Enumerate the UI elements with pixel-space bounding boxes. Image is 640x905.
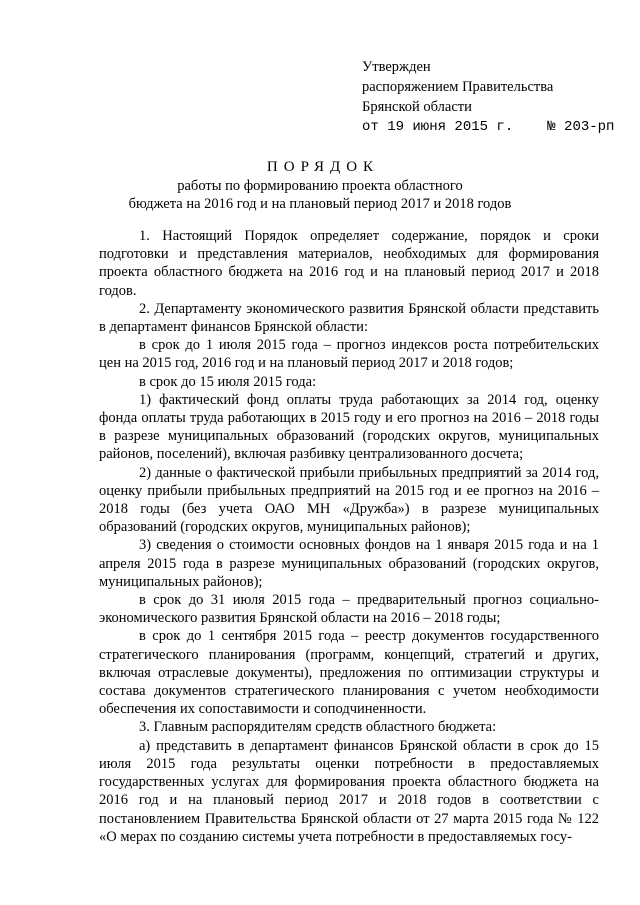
title-block (0, 157, 640, 213)
approved-label: Утвержден (362, 59, 431, 75)
paragraph: а) представить в департамент финансов Брянской области в срок до 15 июля 2015 года результаты оценки потребности в предоставляемых государственных услугах для формирования проекта областного бюджета на 2016 год и на плановый период 2017 и 2018 годов в соответствии с постановлением Правительства Брянской области от 27 марта 2015 года № 122 «О мерах по созданию системы учета потребности в предоставляемых госу- (99, 737, 599, 845)
document-title: ПОРЯДОК (266, 159, 380, 175)
document-subtitle-line-2: бюджета на 2016 год и на плановый период 2017 и 2018 годов (128, 196, 512, 212)
approval-date: от 19 июня 2015 г. (362, 119, 514, 135)
paragraph: 3. Главным распорядителям средств областного бюджета: (139, 719, 497, 736)
paragraph: 2) данные о фактической прибыли прибыльных предприятий за 2014 год, оценку прибыли прибыльных предприятий на 2015 год и ее прогноз на 2016 – 2018 годы (без учета ОАО МН «Дружба») в разрезе муниципальных образований (городских округов, муниципальных районов); (99, 464, 599, 536)
paragraph: 1. Настоящий Порядок определяет содержание, порядок и сроки подготовки и представления материалов, необходимых для формирования проекта областного бюджета на 2016 год и на плановый период 2017 и 2018 годов. (99, 228, 599, 299)
paragraph: 1) фактический фонд оплаты труда работающих за 2014 год, оценку фонда оплаты труда работающих в 2015 году и его прогноз на 2016 – 2018 годы в разрезе муниципальных образований (городских округов, муниципальных районов, поселений), включая разбивку централизованного досчета; (99, 391, 599, 463)
paragraph: 2. Департаменту экономического развития Брянской области представить в департамент финансов Брянской области: (99, 300, 599, 336)
document-subtitle-line-1: работы по формированию проекта областного (177, 178, 463, 194)
paragraph: в срок до 1 сентября 2015 года – реестр документов государственного стратегического планирования (программ, концепций, стратегий и других, включая отраслевые документы), предложения по оптимизации структуры и состава документов стратегического планирования с учетом необходимости обеспечения их сопоставимости и соподчиненности. (99, 628, 599, 718)
approval-block (362, 57, 614, 137)
approval-date-line (362, 117, 614, 137)
approved-by-order: распоряжением Правительства (362, 79, 554, 95)
approved-region: Брянской области (362, 99, 472, 115)
paragraph: в срок до 1 июля 2015 года – прогноз индексов роста потребительских цен на 2015 год, 2016 год и на плановый период 2017 и 2018 годов; (99, 337, 599, 372)
document-body (99, 227, 599, 846)
paragraph: в срок до 31 июля 2015 года – предварительный прогноз социально-экономического развития Брянской области на 2016 – 2018 годы; (99, 592, 599, 627)
paragraph: 3) сведения о стоимости основных фондов на 1 января 2015 года и на 1 апреля 2015 года в разрезе муниципальных образований (городских округов, муниципальных районов); (99, 537, 599, 590)
approval-number: № 203-рп (547, 119, 615, 135)
paragraph: в срок до 15 июля 2015 года: (139, 373, 317, 390)
